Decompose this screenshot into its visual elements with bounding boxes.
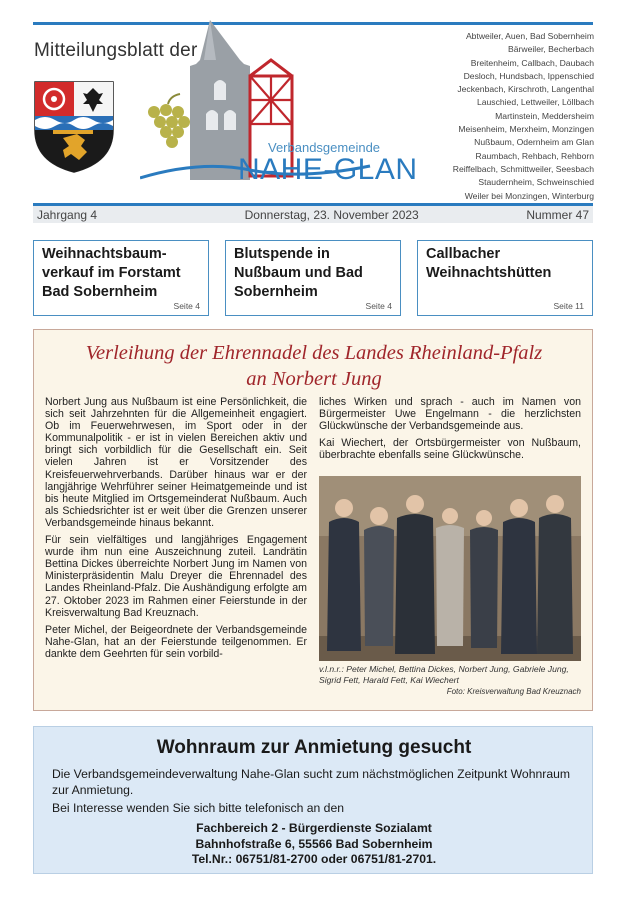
town-line: Weiler bei Monzingen, Winterburg <box>464 190 594 201</box>
article-paragraph: Für sein vielfältiges und langjähriges Engagement wurde ihm nun eine Auszeichnung zuteil. Landrätin Bettina Dickes überreichte Norbert Jung im Namen von Ministerpräsidentin Malu Dreyer die Ehrennadel des Landes Rheinland-Pfalz. Die Aushändigung erfolgte am 27. Oktober 2023 im Rahmen einer Feierstunde in der Kreisverwaltung Bad Kreuznach. <box>45 534 307 619</box>
town-line: Staudernheim, Schweinschied <box>478 177 594 188</box>
article-column-left <box>45 396 307 665</box>
town-line: Lauschied, Lettweiler, Löllbach <box>476 97 594 108</box>
town-line: Nußbaum, Odernheim am Glan <box>474 137 594 148</box>
article-paragraph: Peter Michel, der Beigeordnete der Verbandsgemeinde Nahe-Glan, hat an der Feierstunde teilgenommen. Er dankte dem Geehrten für sein vorbild- <box>45 623 307 660</box>
coat-of-arms-icon <box>33 80 115 174</box>
teaser-page-ref: Seite 4 <box>173 301 200 311</box>
teaser-title: Weihnachtsbaum-verkauf im Forstamt Bad Sobernheim <box>42 246 181 300</box>
article-title-line: Verleihung der Ehrennadel des Landes Rheinland-Pfalz <box>85 342 543 364</box>
article-paragraph: liches Wirken und sprach - auch im Namen von Bürgermeister Uwe Engelmann - die herzlichsten Glückwünsche der Verbandsgemeinde aus. <box>319 396 581 433</box>
teaser-title: Blutspende in Nußbaum und Bad Sobernheim <box>234 246 363 300</box>
teaser-title: Callbacher Weihnachtshütten <box>426 246 552 281</box>
dateline-bar <box>33 203 593 223</box>
town-line: Breitenheim, Callbach, Daubach <box>470 57 594 68</box>
teaser-page-ref: Seite 11 <box>553 301 584 311</box>
ad-title: Wohnraum zur Anmietung gesucht <box>156 737 472 758</box>
brand-name: NAHE-GLAN <box>238 153 418 186</box>
article-title-line: an Norbert Jung <box>246 368 382 390</box>
teaser-box[interactable] <box>33 240 209 316</box>
ad-body <box>52 767 577 820</box>
masthead-title: Mitteilungsblatt der <box>34 40 198 61</box>
ad-contact-line: Bahnhofstraße 6, 55566 Bad Sobernheim <box>195 836 433 851</box>
article-paragraph: Norbert Jung aus Nußbaum ist eine Persönlichkeit, die sich seit Jahrzehnten für die Allgemeinheit engagiert. Ob im Feuerwehrwesen, im Sport oder in der Kommunalpolitik - er ist in vielen Bereichen aktiv und bringt sich vorbildlich für die Gesellschaft ein. Seit vielen Jahren ist er Vorsitzender des Kreisfeuerwehrverbands. Darüber hinaus war er der langjährige Wehrführer seiner Heimatgemeinde und ist bis heute Mitglied im Ortsgemeinderat Nußbaum. Auch als Schiedsrichter ist er weit über die Grenzen unserer Verbandsgemeinde hinaus bekannt. <box>45 396 307 529</box>
housing-ad-box <box>33 726 593 874</box>
town-line: Desloch, Hundsbach, Ippenschied <box>463 70 594 81</box>
photo-caption: v.l.n.r.: Peter Michel, Bettina Dickes, Norbert Jung, Gabriele Jung, Sigrid Fett, Harald Fett, Kai Wiechert <box>319 664 569 685</box>
article-column-right <box>319 396 581 466</box>
article-title <box>34 340 594 392</box>
town-line: Bärweiler, Becherbach <box>508 44 594 55</box>
issue-number: Nummer 47 <box>526 207 589 222</box>
ad-paragraph: Die Verbandsgemeindeverwaltung Nahe-Glan sucht zum nächstmöglichen Zeitpunkt Wohnraum zur Anmietung. <box>52 767 571 797</box>
brand-subtitle: Verbandsgemeinde <box>268 140 381 155</box>
article-box <box>33 329 593 711</box>
ad-contact-block <box>34 821 594 868</box>
town-line: Raumbach, Rehbach, Rehborn <box>475 150 594 161</box>
town-line: Abtweiler, Auen, Bad Sobernheim <box>465 31 594 41</box>
photo-credit: Foto: Kreisverwaltung Bad Kreuznach <box>446 687 581 696</box>
group-photo-image <box>319 476 581 661</box>
ad-contact-line: Fachbereich 2 - Bürgerdienste Sozialamt <box>196 821 432 835</box>
teaser-box[interactable] <box>417 240 593 316</box>
town-line: Jeckenbach, Kirschroth, Langenthal <box>457 84 594 95</box>
article-paragraph: Kai Wiechert, der Ortsbürgermeister von Nußbaum, überbrachte ebenfalls seine Glückwünsche. <box>319 437 581 462</box>
volume-label: Jahrgang 4 <box>37 207 98 222</box>
member-towns-list <box>436 30 594 203</box>
town-line: Martinstein, Meddersheim <box>495 110 594 121</box>
teaser-page-ref: Seite 4 <box>365 301 392 311</box>
town-line: Meisenheim, Merxheim, Monzingen <box>458 124 594 135</box>
issue-date: Donnerstag, 23. November 2023 <box>244 207 419 222</box>
teaser-box[interactable] <box>225 240 401 316</box>
ad-contact-line: Tel.Nr.: 06751/81-2700 oder 06751/81-2701. <box>191 852 437 866</box>
town-line: Reiffelbach, Schmittweiler, Seesbach <box>452 163 594 174</box>
ad-paragraph: Bei Interesse wenden Sie sich bitte telefonisch an den <box>52 801 345 815</box>
